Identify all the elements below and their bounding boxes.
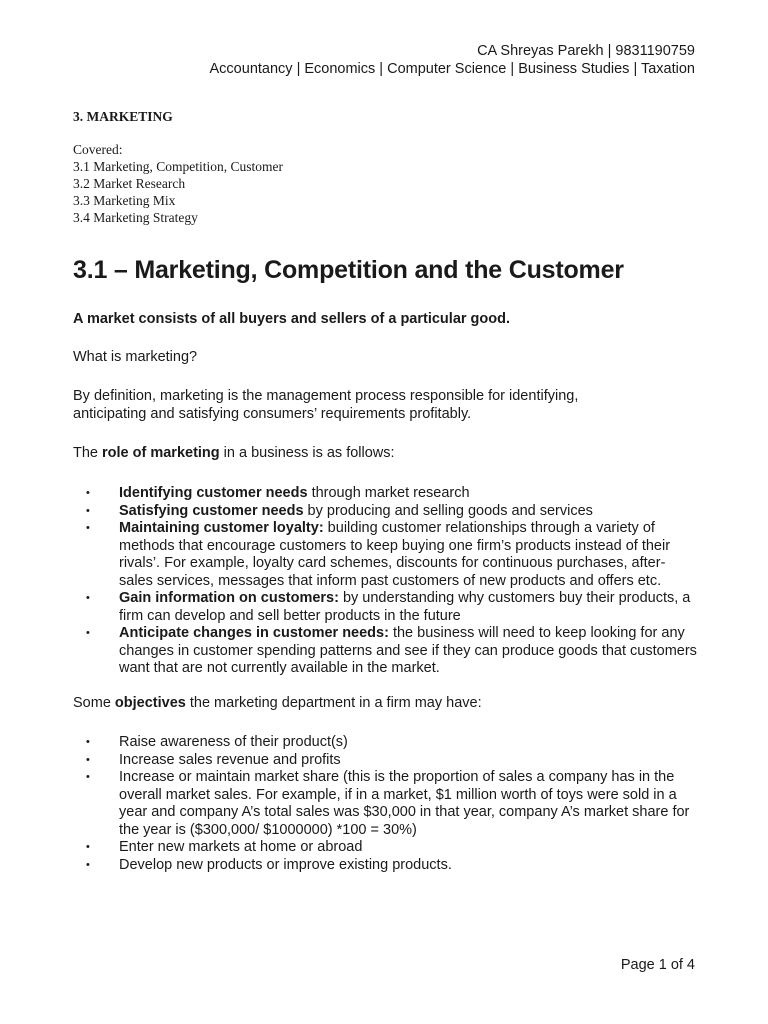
bullet-icon: • [86, 522, 90, 534]
table-of-contents [73, 108, 283, 226]
bullet-text: by understanding why customers buy their products, a firm can develop and sell better products in the future [119, 590, 691, 624]
list-item [73, 485, 698, 503]
bullet-icon: • [86, 736, 90, 748]
role-intro-pre: The [73, 445, 103, 461]
question-text: What is marketing? [73, 349, 198, 365]
bullet-text: through market research [307, 485, 470, 501]
objectives-bullet-list [73, 734, 698, 874]
objectives-intro-bold: objectives [114, 695, 186, 711]
bullet-icon: • [86, 504, 90, 517]
list-item [73, 590, 698, 625]
bullet-text: Enter new markets at home or abroad [119, 839, 363, 855]
covered-label: Covered: [73, 142, 123, 157]
role-intro-bold: role of marketing [102, 445, 220, 461]
objectives-intro [73, 695, 703, 713]
page-heading: 3.1 – Marketing, Competition and the Customer [73, 256, 624, 284]
role-intro [73, 445, 703, 463]
bullet-bold: Satisfying customer needs [119, 502, 304, 519]
toc-item: 3.3 Marketing Mix [73, 193, 176, 208]
role-intro-post: in a business is as follows: [219, 445, 395, 461]
list-item [73, 769, 698, 839]
bullet-bold: Gain information on customers: [119, 590, 339, 606]
market-definition: A market consists of all buyers and sellers of a particular good. [73, 311, 511, 327]
bullet-icon: • [86, 592, 90, 604]
bullet-icon: • [86, 487, 90, 499]
objectives-intro-post: the marketing department in a firm may have: [185, 695, 482, 711]
header-contact: CA Shreyas Parekh | 9831190759 [477, 43, 695, 59]
bullet-text: the business will need to keep looking for any changes in customer spending patterns and see if they can produce goods that customers want that are not currently available in the market. [119, 625, 697, 676]
bullet-icon: • [86, 771, 90, 783]
page-header [210, 42, 695, 78]
bullet-text: building customer relationships through a variety of methods that encourage customers to keep buying one firm’s products instead of their rivals’. For example, loyalty card schemes, discounts for continuous purchases, after-sales services, messages that inform past customers of new products and offers etc. [119, 520, 671, 589]
bullet-icon: • [86, 753, 90, 766]
bullet-bold: Maintaining customer loyalty: [119, 520, 324, 536]
toc-item: 3.4 Marketing Strategy [73, 210, 198, 225]
toc-item: 3.2 Market Research [73, 176, 186, 191]
bullet-bold: Anticipate changes in customer needs: [119, 625, 389, 641]
bullet-icon: • [86, 841, 90, 853]
bullet-text: Develop new products or improve existing products. [119, 856, 452, 873]
objectives-intro-pre: Some [73, 695, 115, 711]
page-number: Page 1 of 4 [620, 957, 695, 973]
role-bullet-list [73, 485, 698, 678]
list-item [73, 752, 698, 770]
bullet-icon: • [86, 627, 90, 639]
list-item [73, 503, 698, 521]
list-item [73, 520, 698, 590]
bullet-text: Raise awareness of their product(s) [119, 734, 348, 750]
section-title: 3. MARKETING [73, 109, 173, 124]
header-subjects: Accountancy | Economics | Computer Science | Business Studies | Taxation [209, 61, 695, 77]
bullet-text: Increase sales revenue and profits [119, 751, 341, 768]
list-item [73, 857, 698, 875]
bullet-text: Increase or maintain market share (this is the proportion of sales a company has in the overall market sales. For example, if in a market, $1 million worth of toys were sold in a year and company A’s total sales was $30,000 in that year, company A’s market share for the year is ($300,000/ $1000000) *100 = 30%) [119, 769, 690, 838]
marketing-definition: By definition, marketing is the management process responsible for identifying, anticipating and satisfying consumers’ requirements profitably. [73, 388, 579, 422]
list-item [73, 839, 698, 857]
toc-item: 3.1 Marketing, Competition, Customer [73, 159, 283, 174]
bullet-icon: • [86, 858, 90, 871]
list-item [73, 625, 698, 678]
list-item [73, 734, 698, 752]
bullet-text: by producing and selling goods and services [303, 502, 593, 519]
bullet-bold: Identifying customer needs [119, 485, 308, 501]
